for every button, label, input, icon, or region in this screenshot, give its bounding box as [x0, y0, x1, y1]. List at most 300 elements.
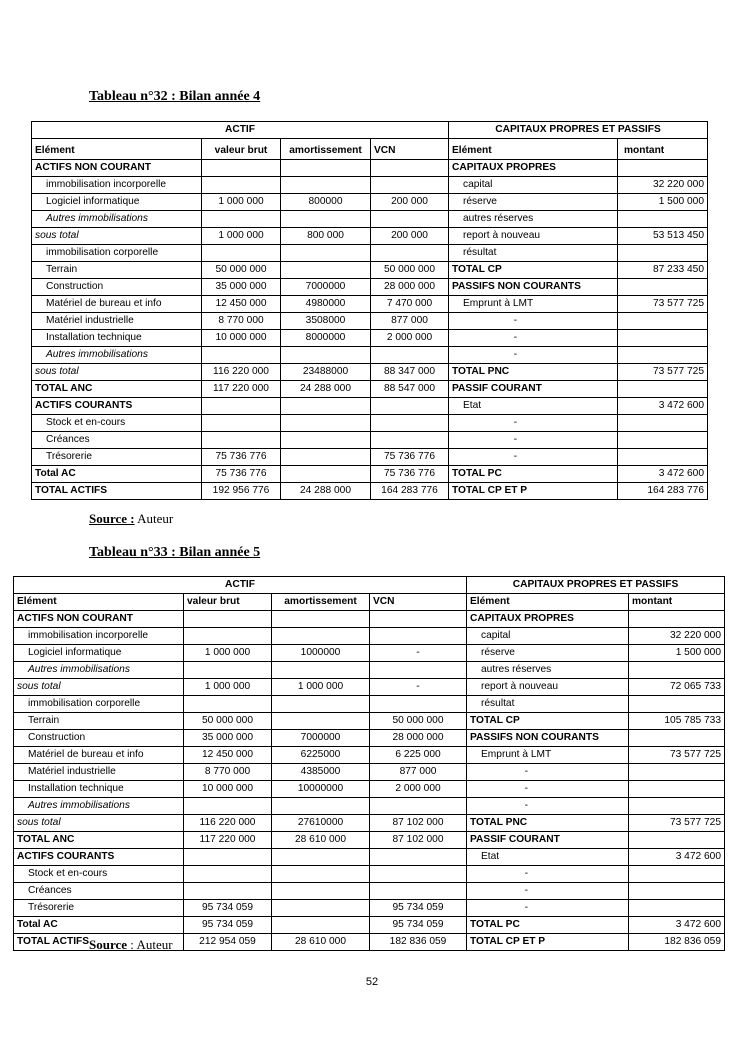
table-cell: 3 472 600	[618, 466, 708, 483]
table-cell: report à nouveau	[467, 679, 629, 696]
table-cell	[202, 347, 281, 364]
table-cell: capital	[449, 177, 618, 194]
table-cell: 164 283 776	[371, 483, 449, 500]
table-cell: Etat	[467, 849, 629, 866]
table-cell: 73 577 725	[618, 296, 708, 313]
table-cell	[618, 347, 708, 364]
table-cell: Créances	[32, 432, 202, 449]
table-row	[14, 917, 725, 934]
page-number: 52	[365, 976, 379, 988]
table-cell: Stock et en-cours	[32, 415, 202, 432]
table-cell: autres réserves	[467, 662, 629, 679]
table-cell: Matériel de bureau et info	[14, 747, 184, 764]
table-cell: -	[370, 645, 467, 662]
table-cell: 95 734 059	[184, 900, 272, 917]
table-cell	[618, 313, 708, 330]
table-cell	[629, 696, 725, 713]
table-cell: -	[467, 866, 629, 883]
table-cell: 24 288 000	[281, 483, 371, 500]
table-cell: 1 500 000	[629, 645, 725, 662]
table-cell	[370, 866, 467, 883]
table-cell: immobilisation corporelle	[14, 696, 184, 713]
table-cell: CAPITAUX PROPRES	[449, 160, 618, 177]
table-cell	[272, 713, 370, 730]
table-cell: TOTAL ANC	[32, 381, 202, 398]
table-cell	[629, 611, 725, 628]
table-cell	[281, 347, 371, 364]
table-row	[32, 245, 708, 262]
table-row	[32, 381, 708, 398]
table-cell: 12 450 000	[202, 296, 281, 313]
table-cell: PASSIF COURANT	[467, 832, 629, 849]
table-row	[14, 866, 725, 883]
table-cell	[202, 415, 281, 432]
table-row	[32, 330, 708, 347]
table-cell: -	[467, 900, 629, 917]
table-cell: 4385000	[272, 764, 370, 781]
table-cell: -	[467, 883, 629, 900]
table-cell	[272, 798, 370, 815]
table-cell: PASSIFS NON COURANTS	[449, 279, 618, 296]
table-cell: 1 000 000	[202, 228, 281, 245]
table-cell: -	[449, 432, 618, 449]
table-cell: 88 547 000	[371, 381, 449, 398]
table-cell	[629, 764, 725, 781]
table-cell	[202, 211, 281, 228]
table-cell	[202, 398, 281, 415]
table-cell: Stock et en-cours	[14, 866, 184, 883]
table-cell	[281, 211, 371, 228]
source-label: Source :	[89, 511, 135, 526]
table-cell: 23488000	[281, 364, 371, 381]
table-cell: 2 000 000	[371, 330, 449, 347]
table-cell: Logiciel informatique	[32, 194, 202, 211]
balance-sheet-year4-table	[31, 121, 708, 500]
table-cell	[281, 177, 371, 194]
table-cell: immobilisation incorporelle	[14, 628, 184, 645]
table-cell: 32 220 000	[618, 177, 708, 194]
table-cell: Installation technique	[14, 781, 184, 798]
table-row	[32, 449, 708, 466]
table-cell: 1 000 000	[184, 679, 272, 696]
table-cell: 72 065 733	[629, 679, 725, 696]
table-cell	[371, 415, 449, 432]
table-row	[32, 160, 708, 177]
table-cell	[272, 883, 370, 900]
table-cell: CAPITAUX PROPRES	[467, 611, 629, 628]
table-cell: TOTAL CP ET P	[467, 934, 629, 951]
table-cell: TOTAL CP	[467, 713, 629, 730]
table1-caption: Tableau n°32 : Bilan année 4	[89, 89, 261, 104]
table-row	[32, 279, 708, 296]
table-row	[14, 883, 725, 900]
table-cell	[184, 696, 272, 713]
table-row	[32, 364, 708, 381]
table-cell: 35 000 000	[202, 279, 281, 296]
table-cell: Installation technique	[32, 330, 202, 347]
table-cell: TOTAL ACTIFS	[32, 483, 202, 500]
table-cell: 192 956 776	[202, 483, 281, 500]
table-cell	[371, 347, 449, 364]
table-cell	[371, 432, 449, 449]
table-cell	[371, 177, 449, 194]
table-cell	[629, 900, 725, 917]
table-cell	[272, 917, 370, 934]
table-row	[32, 194, 708, 211]
table-cell: report à nouveau	[449, 228, 618, 245]
table-row	[32, 347, 708, 364]
table-cell	[272, 611, 370, 628]
table-cell: 116 220 000	[202, 364, 281, 381]
table-cell: 1 500 000	[618, 194, 708, 211]
table-cell	[618, 330, 708, 347]
table-cell	[629, 866, 725, 883]
table-cell: TOTAL CP ET P	[449, 483, 618, 500]
table-cell	[618, 160, 708, 177]
table-cell: 8 770 000	[184, 764, 272, 781]
table-cell: 50 000 000	[371, 262, 449, 279]
table-cell: TOTAL PNC	[467, 815, 629, 832]
actif-header: ACTIF	[32, 122, 449, 139]
table-cell: 3508000	[281, 313, 371, 330]
passif-header: CAPITAUX PROPRES ET PASSIFS	[449, 122, 708, 139]
table-cell	[202, 432, 281, 449]
table-cell	[370, 611, 467, 628]
table-cell: TOTAL ACTIFS	[14, 934, 184, 951]
table-cell	[272, 900, 370, 917]
table-cell	[371, 160, 449, 177]
table-cell	[272, 662, 370, 679]
table-cell: 6225000	[272, 747, 370, 764]
table-cell	[184, 866, 272, 883]
table-cell: 50 000 000	[370, 713, 467, 730]
table-cell	[618, 279, 708, 296]
table-cell: capital	[467, 628, 629, 645]
table-cell: 800 000	[281, 228, 371, 245]
table-cell: résultat	[467, 696, 629, 713]
table-cell: 105 785 733	[629, 713, 725, 730]
table-row	[14, 781, 725, 798]
table-cell	[370, 849, 467, 866]
table-cell: -	[449, 313, 618, 330]
table-cell: Autres immobilisations	[14, 798, 184, 815]
table-row	[14, 662, 725, 679]
table-cell	[629, 832, 725, 849]
table-cell: 1000000	[272, 645, 370, 662]
table-cell: ACTIFS COURANTS	[32, 398, 202, 415]
table-cell	[629, 662, 725, 679]
table-cell: Trésorerie	[32, 449, 202, 466]
table-cell: 877 000	[370, 764, 467, 781]
table-cell	[371, 398, 449, 415]
table-cell: 116 220 000	[184, 815, 272, 832]
table-cell: 8 770 000	[202, 313, 281, 330]
table-cell: PASSIFS NON COURANTS	[467, 730, 629, 747]
table-cell	[618, 381, 708, 398]
table-row	[32, 313, 708, 330]
table-cell: -	[467, 764, 629, 781]
balance-sheet-year5-table	[13, 576, 725, 951]
table-cell: -	[449, 449, 618, 466]
table-row	[14, 611, 725, 628]
table-cell	[184, 628, 272, 645]
table-cell	[281, 398, 371, 415]
table-cell	[184, 798, 272, 815]
table-cell: Total AC	[14, 917, 184, 934]
table-cell: PASSIF COURANT	[449, 381, 618, 398]
table-row	[32, 262, 708, 279]
table-cell: Trésorerie	[14, 900, 184, 917]
table-cell: ACTIFS NON COURANT	[14, 611, 184, 628]
table-cell: 75 736 776	[371, 466, 449, 483]
table-cell: réserve	[449, 194, 618, 211]
table-cell: 1 000 000	[272, 679, 370, 696]
table-cell: 3 472 600	[629, 917, 725, 934]
table-row	[14, 747, 725, 764]
table-cell	[184, 662, 272, 679]
table-cell: Matériel industrielle	[32, 313, 202, 330]
col-element-passif: Elément	[449, 139, 618, 160]
table-cell: Matériel industrielle	[14, 764, 184, 781]
table-cell: 50 000 000	[184, 713, 272, 730]
table-cell: sous total	[14, 815, 184, 832]
table-row	[14, 815, 725, 832]
table-cell: Construction	[32, 279, 202, 296]
table-cell	[281, 415, 371, 432]
source-label: Source	[89, 937, 128, 952]
table-row	[14, 900, 725, 917]
table-cell: 87 102 000	[370, 815, 467, 832]
table-cell: 3 472 600	[618, 398, 708, 415]
table-row	[14, 832, 725, 849]
table-cell: 7000000	[272, 730, 370, 747]
table-cell: 73 577 725	[629, 815, 725, 832]
table-cell: 28 610 000	[272, 832, 370, 849]
table-cell: 73 577 725	[629, 747, 725, 764]
table-cell: 1 000 000	[184, 645, 272, 662]
table-cell: 75 736 776	[202, 449, 281, 466]
source-value: : Auteur	[127, 937, 173, 952]
col-amortissement: amortissement	[281, 139, 371, 160]
table-cell: Emprunt à LMT	[467, 747, 629, 764]
col-valeur-brut: valeur brut	[184, 594, 272, 611]
table2-caption: Tableau n°33 : Bilan année 5	[89, 545, 261, 560]
table-row	[14, 713, 725, 730]
table-cell: 7 470 000	[371, 296, 449, 313]
table-cell: 24 288 000	[281, 381, 371, 398]
table-cell: -	[467, 781, 629, 798]
actif-header: ACTIF	[14, 577, 467, 594]
table-cell	[370, 628, 467, 645]
table-cell: 50 000 000	[202, 262, 281, 279]
table-cell: 95 734 059	[184, 917, 272, 934]
table-row	[14, 696, 725, 713]
table-row	[32, 466, 708, 483]
table-cell	[281, 245, 371, 262]
table-cell: 2 000 000	[370, 781, 467, 798]
table-cell: Emprunt à LMT	[449, 296, 618, 313]
table-row	[14, 764, 725, 781]
table-row	[14, 798, 725, 815]
table-row	[32, 415, 708, 432]
table-cell	[629, 883, 725, 900]
table-cell: -	[449, 347, 618, 364]
table-cell: 877 000	[371, 313, 449, 330]
table-cell	[184, 849, 272, 866]
table-row	[14, 730, 725, 747]
table-cell: TOTAL PNC	[449, 364, 618, 381]
table-cell: Etat	[449, 398, 618, 415]
table-cell: Autres immobilisations	[32, 347, 202, 364]
table-cell: TOTAL PC	[467, 917, 629, 934]
table-cell: 27610000	[272, 815, 370, 832]
table-cell	[184, 883, 272, 900]
table-cell: 75 736 776	[202, 466, 281, 483]
col-element: Elément	[32, 139, 202, 160]
table-cell	[629, 798, 725, 815]
table-cell	[370, 798, 467, 815]
table-cell: Total AC	[32, 466, 202, 483]
table-cell	[281, 160, 371, 177]
table-cell	[272, 696, 370, 713]
table-cell	[629, 730, 725, 747]
table-cell: -	[449, 415, 618, 432]
table-cell	[370, 883, 467, 900]
table-cell	[618, 211, 708, 228]
table-row	[32, 432, 708, 449]
table-cell: Matériel de bureau et info	[32, 296, 202, 313]
table-row	[32, 483, 708, 500]
table-cell: 6 225 000	[370, 747, 467, 764]
table-cell	[281, 449, 371, 466]
table-cell: 182 836 059	[629, 934, 725, 951]
table-cell: TOTAL PC	[449, 466, 618, 483]
table-cell	[272, 628, 370, 645]
table-cell: 53 513 450	[618, 228, 708, 245]
table-cell: Logiciel informatique	[14, 645, 184, 662]
table-cell: autres réserves	[449, 211, 618, 228]
table-cell	[618, 432, 708, 449]
table-row	[14, 679, 725, 696]
table-cell: immobilisation incorporelle	[32, 177, 202, 194]
table-cell: 28 610 000	[272, 934, 370, 951]
col-valeur-brut: valeur brut	[202, 139, 281, 160]
table-cell: 8000000	[281, 330, 371, 347]
table-cell	[184, 611, 272, 628]
source-value: Auteur	[134, 511, 174, 526]
table-cell: résultat	[449, 245, 618, 262]
table-cell: Autres immobilisations	[14, 662, 184, 679]
col-montant: montant	[618, 139, 708, 160]
table-row	[14, 645, 725, 662]
table-cell	[371, 245, 449, 262]
table-cell	[272, 849, 370, 866]
table-cell: Terrain	[14, 713, 184, 730]
col-element-passif: Elément	[467, 594, 629, 611]
table-cell: -	[370, 679, 467, 696]
table-cell: 75 736 776	[371, 449, 449, 466]
table-cell: 1 000 000	[202, 194, 281, 211]
table1-source	[89, 511, 173, 527]
col-amortissement: amortissement	[272, 594, 370, 611]
table-cell: 73 577 725	[618, 364, 708, 381]
table-cell: Créances	[14, 883, 184, 900]
table-cell: 212 954 059	[184, 934, 272, 951]
table-cell: 35 000 000	[184, 730, 272, 747]
col-montant: montant	[629, 594, 725, 611]
table-cell: TOTAL ANC	[14, 832, 184, 849]
table-cell: 10 000 000	[202, 330, 281, 347]
table-cell	[202, 177, 281, 194]
table-cell: réserve	[467, 645, 629, 662]
table-row	[32, 398, 708, 415]
table-cell: -	[449, 330, 618, 347]
table-cell: 32 220 000	[629, 628, 725, 645]
table-row	[14, 849, 725, 866]
table-cell: 800000	[281, 194, 371, 211]
table-cell: 87 102 000	[370, 832, 467, 849]
table-cell: sous total	[32, 364, 202, 381]
table-cell: 88 347 000	[371, 364, 449, 381]
table-cell	[370, 662, 467, 679]
table-cell	[618, 245, 708, 262]
table-row	[32, 228, 708, 245]
table-row	[14, 628, 725, 645]
passif-header: CAPITAUX PROPRES ET PASSIFS	[467, 577, 725, 594]
table-cell	[281, 466, 371, 483]
table-cell	[618, 415, 708, 432]
table-cell	[272, 866, 370, 883]
table-cell: -	[467, 798, 629, 815]
table2-source	[89, 937, 173, 953]
table-cell: sous total	[32, 228, 202, 245]
table-cell: 164 283 776	[618, 483, 708, 500]
table-cell: 3 472 600	[629, 849, 725, 866]
table-cell: immobilisation corporelle	[32, 245, 202, 262]
table-cell: 200 000	[371, 194, 449, 211]
table-row	[32, 296, 708, 313]
table-cell	[629, 781, 725, 798]
col-element: Elément	[14, 594, 184, 611]
table-cell	[281, 262, 371, 279]
table-cell: 10000000	[272, 781, 370, 798]
table-cell: 117 220 000	[184, 832, 272, 849]
table-cell	[202, 245, 281, 262]
table-cell	[370, 696, 467, 713]
table-cell: 182 836 059	[370, 934, 467, 951]
table-cell	[202, 160, 281, 177]
table-cell	[618, 449, 708, 466]
table-cell: 95 734 059	[370, 917, 467, 934]
table-cell: Terrain	[32, 262, 202, 279]
table-cell: 200 000	[371, 228, 449, 245]
table-cell: 87 233 450	[618, 262, 708, 279]
table-cell: 28 000 000	[371, 279, 449, 296]
col-vcn: VCN	[371, 139, 449, 160]
table-cell	[281, 432, 371, 449]
table-cell: 117 220 000	[202, 381, 281, 398]
col-vcn: VCN	[370, 594, 467, 611]
table-cell: 10 000 000	[184, 781, 272, 798]
table-cell: ACTIFS COURANTS	[14, 849, 184, 866]
table-cell: 12 450 000	[184, 747, 272, 764]
table-cell: 28 000 000	[370, 730, 467, 747]
table-cell: 4980000	[281, 296, 371, 313]
table-cell: 95 734 059	[370, 900, 467, 917]
table-cell	[371, 211, 449, 228]
table-cell: TOTAL CP	[449, 262, 618, 279]
table-cell: ACTIFS NON COURANT	[32, 160, 202, 177]
